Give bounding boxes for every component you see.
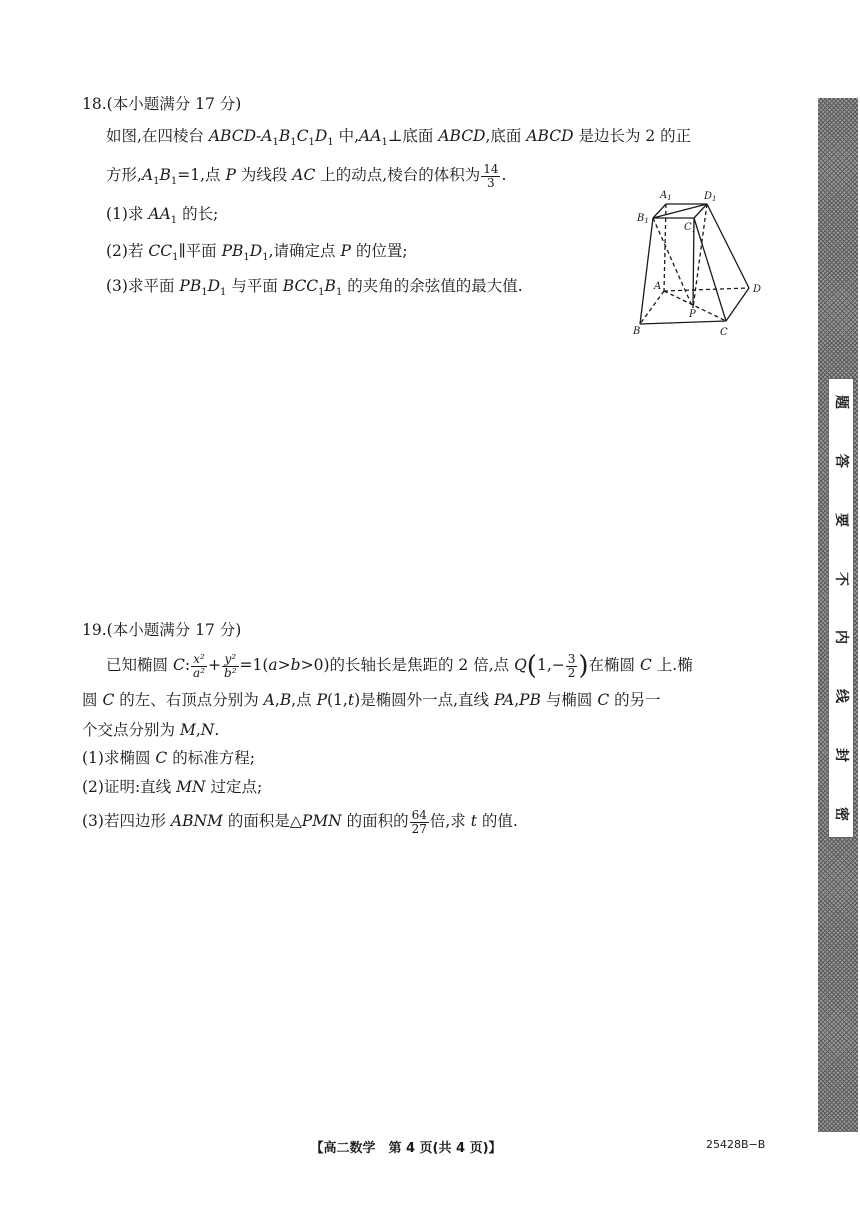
svg-text:P: P — [689, 309, 696, 320]
q18-part-1: (1)求 $AA_1$ 的长; — [106, 205, 219, 227]
q18-stem-line-1: 如图,在四棱台 ABCD-$A_1B_1C_1D_1$ 中$,AA_1\perp$底面 ABCD,底面 ABCD 是边长为 2 的正 — [106, 127, 692, 149]
question-19-header: 19.(本小题满分 17 分) — [82, 621, 242, 639]
svg-text:B: B — [633, 326, 641, 337]
svg-text:A1: $A_1$ — [660, 190, 672, 202]
footer-page-info: 【高二数学 第 4 页(共 4 页)】 — [310, 1141, 502, 1156]
edge-d-c — [726, 288, 749, 321]
q18-stem-line-2: 方形$,A_1B_1=1$,点 P 为线段 AC 上的动点,棱台的体积为 $\frac{14}{3}$ . — [106, 161, 507, 190]
fraction-x2-a2: $\frac{\text{x²}}{\text{a²}}$ — [193, 651, 206, 680]
svg-text:A: A — [654, 281, 662, 292]
footer-paper-code: 25428B−B — [706, 1138, 766, 1151]
svg-text:D: D — [753, 284, 762, 295]
q18-part-3: (3)求平面 $PB_1D_1$ 与平面 $BCC_1B_1$ 的夹角的余弦值的最大值. — [106, 277, 523, 299]
diag-b1-d1 — [653, 204, 707, 218]
binding-char: 答 — [833, 453, 849, 468]
binding-char: 要 — [833, 512, 849, 527]
question-18-header: 18.(本小题满分 17 分) — [82, 95, 242, 113]
edge-a-d — [664, 288, 749, 291]
q19-part-1: (1)求椭圆 C 的标准方程; — [82, 749, 255, 767]
binding-char: 不 — [833, 571, 849, 586]
binding-char: 内 — [833, 630, 849, 645]
fraction-3-2: $\frac{3}{2}$ — [567, 651, 576, 680]
q19-stem-line-3: 个交点分别为 M,N. — [82, 721, 220, 739]
binding-warning-label — [828, 378, 854, 838]
binding-char: 密 — [833, 806, 849, 821]
edge-a1-a — [664, 204, 666, 291]
q19-part-3: (3)若四边形 ABNM 的面积是△PMN 的面积的 $\frac{64}{27}$ 倍,求 t 的值. — [82, 807, 518, 836]
q19-stem-line-2: 圆 C 的左、右顶点分别为 A,B,点 P(1,t)是椭圆外一点,直线 PA,PB 与椭圆 C 的另一 — [82, 691, 661, 709]
binding-char: 题 — [833, 395, 849, 409]
edge-d1-d — [707, 204, 749, 288]
page-footer — [0, 1137, 860, 1161]
q19-stem-line-1: 已知椭圆 C: $\frac{\text{x²}}{\text{a²}}$ + $\frac{\text{y²}}{\text{b²}}$ =1(a>b>0)的长轴长是焦距的 2 倍,点 Q(1,− $\frac{3}{2}$ )在椭圆 C 上.椭 — [106, 651, 693, 681]
volume-fraction: $\frac{14}{3}$ — [483, 161, 499, 190]
q18-part-2: (2)若 $CC_1\parallel$平面 $PB_1D_1$,请确定点 P 的位置; — [106, 242, 408, 264]
edge-b-c — [640, 321, 726, 324]
svg-text:B1: $B_1$ — [637, 213, 649, 225]
svg-text:C1: $C_1$ — [684, 222, 697, 234]
frustum-figure — [626, 188, 776, 338]
fraction-64-27: $\frac{64}{27}$ — [411, 807, 427, 836]
binding-char: 封 — [833, 748, 849, 763]
binding-char: 线 — [833, 689, 849, 704]
q19-part-2: (2)证明:直线 MN 过定点; — [82, 778, 263, 796]
svg-text:C: C — [720, 327, 728, 338]
question-19 — [82, 618, 812, 840]
svg-text:D1: $D_1$ — [704, 191, 717, 203]
fraction-y2-b2: $\frac{\text{y²}}{\text{b²}}$ — [224, 651, 237, 680]
